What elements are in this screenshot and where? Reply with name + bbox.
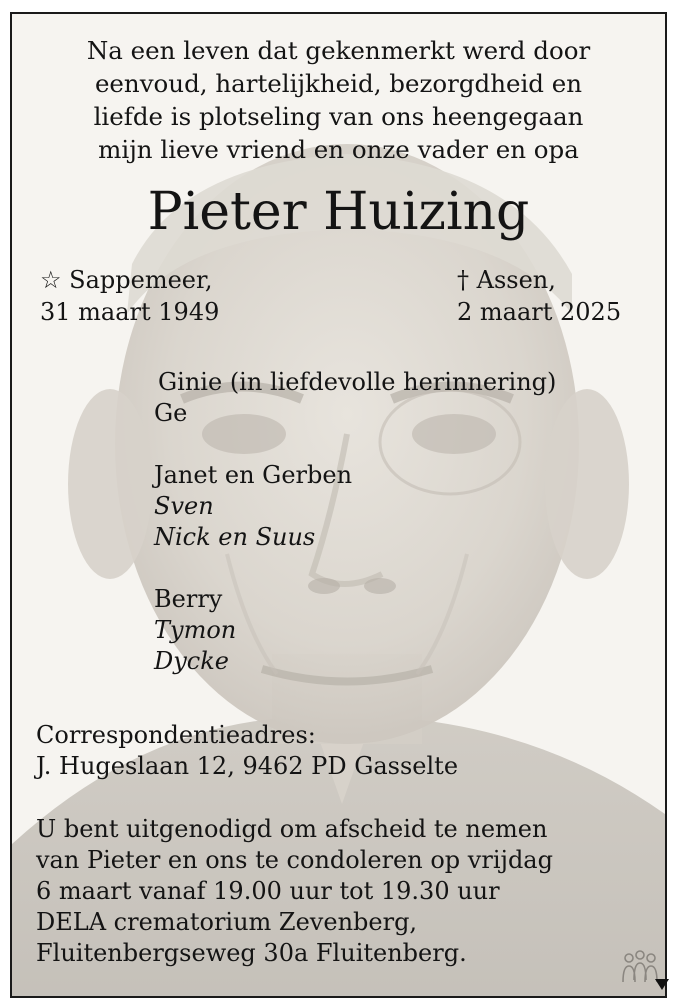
invitation-line: U bent uitgenodigd om afscheid te nemen (36, 815, 548, 843)
intro-line: mijn lieve vriend en onze vader en opa (98, 135, 579, 164)
correspondence-address (36, 720, 458, 782)
intro-line: eenvoud, hartelijkheid, bezorgdheid en (94, 69, 583, 98)
grandchild: Dycke (154, 647, 229, 675)
family-member: Ge (154, 399, 188, 427)
invitation-line: van Pieter en ons te condoleren op vrijdag (36, 846, 553, 874)
obituary-card (10, 12, 667, 998)
invitation-line: DELA crematorium Zevenberg, (36, 908, 418, 936)
grandchild: Nick en Suus (154, 523, 316, 551)
family-member: Ginie (in liefdevolle herinnering) (158, 368, 557, 396)
intro-line: Na een leven dat gekenmerkt werd door (86, 36, 591, 65)
invitation-line: 6 maart vanaf 19.00 uur tot 19.30 uur (36, 877, 500, 905)
family-member: Berry (154, 585, 223, 613)
triangle-down-icon (655, 979, 669, 991)
intro-line: liefde is plotseling van ons heengegaan (93, 102, 584, 131)
correspondence-address-line: J. Hugeslaan 12, 9462 PD Gasselte (36, 752, 459, 780)
death-date: 2 maart 2025 (457, 298, 622, 326)
birth-date: 31 maart 1949 (40, 298, 220, 326)
grandchild: Sven (154, 492, 214, 520)
invitation-text (36, 814, 553, 969)
correspondence-label: Correspondentieadres: (36, 721, 316, 749)
family-list (154, 367, 556, 677)
intro-text (12, 34, 665, 166)
birth-info (40, 264, 219, 328)
deceased-name: Pieter Huizing (147, 182, 530, 242)
grandchild: Tymon (154, 616, 237, 644)
death-info (457, 264, 621, 328)
death-place: † Assen, (457, 266, 556, 294)
family-member: Janet en Gerben (154, 461, 353, 489)
birth-place: ☆ Sappemeer, (40, 266, 213, 294)
invitation-line: Fluitenbergseweg 30a Fluitenberg. (36, 939, 467, 967)
